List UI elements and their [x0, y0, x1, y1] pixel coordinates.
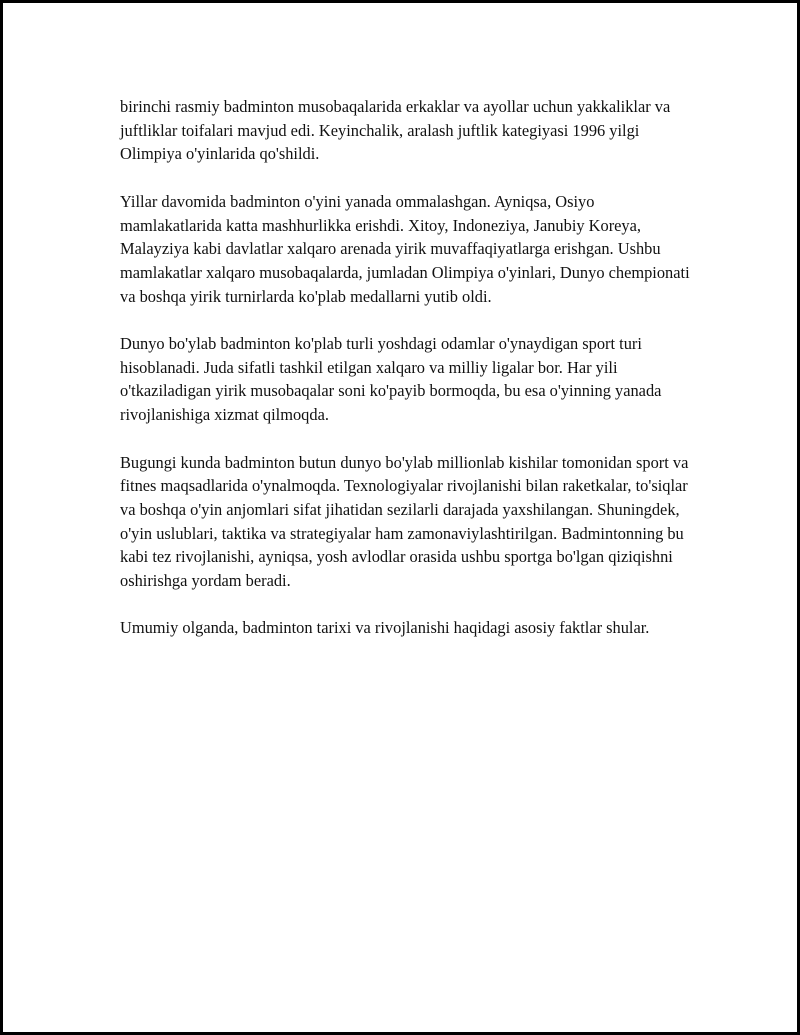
- paragraph-3: Dunyo bo'ylab badminton ko'plab turli yoshdagi odamlar o'ynaydigan sport turi hisoblanadi. Juda sifatli tashkil etilgan xalqaro va milliy ligalar bor. Har yili o'tkaziladigan yirik musobaqalar soni ko'payib bormoqda, bu esa o'yinning yanada rivojlanishiga xizmat qilmoqda.: [120, 334, 662, 425]
- paragraph-5: Umumiy olganda, badminton tarixi va rivojlanishi haqidagi asosiy faktlar shular.: [120, 618, 650, 638]
- paragraph-2: Yillar davomida badminton o'yini yanada ommalashgan. Ayniqsa, Osiyo mamlakatlarida katta mashhurlikka erishdi. Xitoy, Indoneziya, Janubiy Koreya, Malayziya kabi davlatlar xalqaro arenada yirik muvaffaqiyatlarga erishgan. Ushbu mamlakatlar xalqaro musobaqalarda, jumladan Olimpiya o'yinlari, Dunyo chempionati va boshqa yirik turnirlarda ko'plab medallarni yutib oldi.: [120, 191, 690, 306]
- paragraph-1: birinchi rasmiy badminton musobaqalarida erkaklar va ayollar uchun yakkaliklar va juftliklar toifalari mavjud edi. Keyinchalik, aralash juftlik kategiyasi 1996 yilgi Olimpiya o'yinlarida qo'shildi.: [120, 97, 671, 164]
- document-body: [120, 95, 695, 664]
- paragraph-4: Bugungi kunda badminton butun dunyo bo'ylab millionlab kishilar tomonidan sport va fitnes maqsadlarida o'ynalmoqda. Texnologiyalar rivojlanishi bilan raketkalar, to'siqlar va boshqa o'yin anjomlari sifat jihatidan sezilarli darajada yaxshilangan. Shuningdek, o'yin uslublari, taktika va strategiyalar ham zamonaviylashtirilgan. Badmintonning bu kabi tez rivojlanishi, ayniqsa, yosh avlodlar orasida ushbu sportga bo'lgan qiziqishni oshirishga yordam beradi.: [120, 452, 689, 591]
